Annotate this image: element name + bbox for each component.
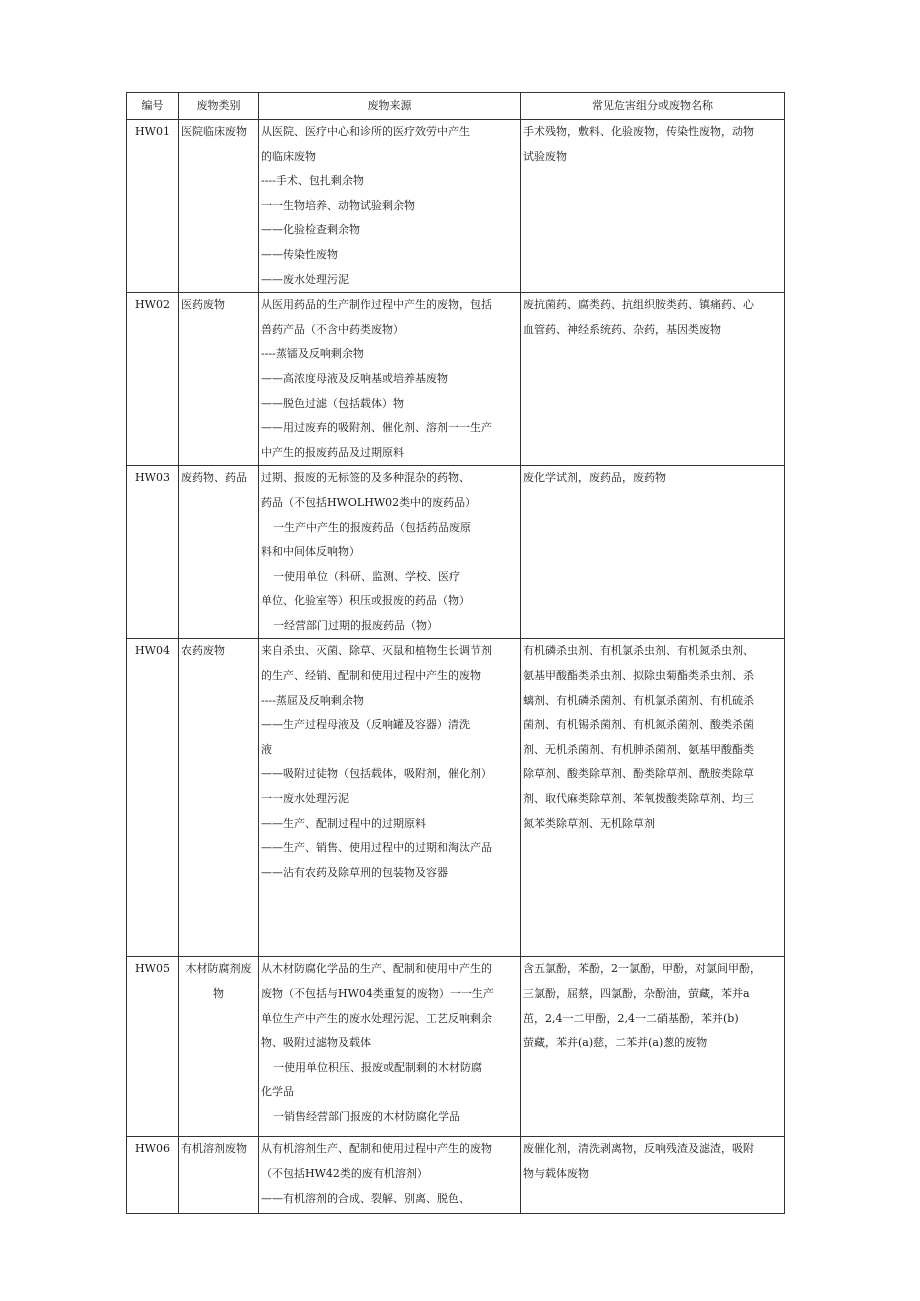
- source-line: 从医用药品的生产制作过程中产生的废物，包括: [261, 298, 492, 312]
- waste-category: 木材防腐剂废物: [179, 957, 259, 1137]
- components-line: 手术残物，敷料、化验废物，传染性废物，动物: [523, 125, 754, 138]
- table-row: [127, 957, 785, 1137]
- source-line: 中产生的报废药品及过期原料: [261, 445, 404, 459]
- source-line: 一使用单位（科研、监测、学校、医疗: [273, 569, 460, 583]
- table-header-row: [127, 93, 785, 120]
- source-line: 从有机溶剂生产、配制和使用过程中产生的废物: [261, 1142, 492, 1156]
- components-line: 有机磷杀虫剂、有机氯杀虫剂、有机氮杀虫剂、: [523, 644, 754, 658]
- source-line: ——有机溶剂的合成、裂解、别离、脱色、: [261, 1191, 470, 1205]
- source-line: ——脱色过滤（包括载体）物: [261, 396, 404, 410]
- source-line: 单位、化验室等）积压或报废的药品（物）: [261, 594, 470, 608]
- header-code: 编号: [127, 93, 179, 120]
- waste-code: HW03: [127, 466, 179, 639]
- components-line: 三氯酚，屈蔡，四氯酚，杂酚油，萤藏，苯并a: [523, 987, 750, 1001]
- source-line: 从医院、医疗中心和诊所的医疗效劳中产生: [261, 125, 470, 138]
- waste-code: HW06: [127, 1137, 179, 1214]
- source-line: （不包括HW42类的废有机溶剂）: [261, 1167, 428, 1181]
- table-row: [127, 293, 785, 466]
- waste-source: [259, 639, 521, 957]
- waste-code: HW04: [127, 639, 179, 957]
- source-line: ----手术、包扎剩余物: [261, 174, 364, 188]
- components-line: 除草剂、酸类除草剂、酚类除草剂、酰胺类除草: [523, 767, 754, 781]
- source-line: 的临床废物: [261, 149, 316, 163]
- components-line: 物与载体废物: [523, 1167, 589, 1181]
- table-row: [127, 120, 785, 293]
- source-line: 一经营部门过期的报废药品（物）: [273, 618, 438, 632]
- waste-source: [259, 466, 521, 639]
- header-category: 废物类别: [179, 93, 259, 120]
- components-line: 剂、无机杀菌剂、有机胂杀菌剂、氨基甲酸酯类: [523, 742, 754, 756]
- source-line: ——高浓度母液及反响基或培养基废物: [261, 371, 448, 385]
- source-line: ----蒸屈及反响剩余物: [261, 693, 364, 707]
- waste-category: 医院临床废物: [179, 120, 259, 293]
- source-line: ——生产、销售、使用过程中的过期和淘汰产品: [261, 841, 492, 855]
- source-line: 一使用单位积压、报废或配制剩的木材防腐: [273, 1060, 482, 1074]
- source-line: 来自杀虫、灭菌、除草、灭鼠和植物生长调节剂: [261, 644, 492, 658]
- source-line: 废物（不包括与HW04类重复的废物）一一生产: [261, 987, 494, 1001]
- waste-category: 废药物、药品: [179, 466, 259, 639]
- waste-source: [259, 1137, 521, 1214]
- source-line: 一一废水处理污泥: [261, 792, 349, 806]
- source-line: ——生产过程母液及（反响罐及容器）清洗: [261, 718, 470, 732]
- source-line: 液: [261, 742, 272, 756]
- table-row: [127, 466, 785, 639]
- waste-components: [521, 466, 785, 639]
- waste-components: [521, 957, 785, 1137]
- components-line: 含五氯酚，苯酚，2一氯酚，甲酚，对氯间甲酚，: [523, 962, 761, 976]
- source-line: 从木材防腐化学品的生产、配制和使用中产生的: [261, 962, 492, 976]
- hazardous-waste-table: [126, 92, 785, 1214]
- waste-category: 有机溶剂废物: [179, 1137, 259, 1214]
- components-line: 剂、取代麻类除草剂、苯氧拨酸类除草剂、均三: [523, 792, 754, 806]
- waste-source: [259, 293, 521, 466]
- header-source: 废物来源: [259, 93, 521, 120]
- waste-components: [521, 293, 785, 466]
- source-line: ——化验检查剩余物: [261, 223, 360, 237]
- source-line: 一生产中产生的报废药品（包括药品废原: [273, 520, 471, 534]
- waste-components: [521, 120, 785, 293]
- source-line: 物、吸附过滤物及载体: [261, 1036, 371, 1050]
- source-line: ----蒸镭及反响剩余物: [261, 347, 364, 361]
- source-line: ——吸附过徒物（包括载体，吸附剂，催化剂）: [261, 767, 492, 781]
- waste-source: [259, 957, 521, 1137]
- components-line: 血管药、神经系统药、杂药，基因类废物: [523, 322, 721, 336]
- source-line: ——废水处理污泥: [261, 272, 349, 286]
- components-line: 废抗菌药、腐类药、抗组织胺类药、镇痛药、心: [523, 298, 754, 312]
- source-line: ——用过废弃的吸附剂、催化剂、溶剂一一生产: [261, 421, 492, 435]
- components-line: 菌剂、有机锡杀菌剂、有机氮杀菌剂、酸类杀菌: [523, 718, 754, 732]
- source-line: 兽药产品（不含中药类废物）: [261, 322, 404, 336]
- source-line: 过期、报废的无标签的及多种混杂的药物、: [261, 471, 470, 485]
- components-line: 氮苯类除草剂、无机除草剂: [523, 816, 655, 830]
- source-line: 的生产、经销、配制和使用过程中产生的废物: [261, 669, 481, 683]
- source-line: ——传染性废物: [261, 247, 338, 261]
- waste-code: HW02: [127, 293, 179, 466]
- source-line: ——生产、配制过程中的过期原料: [261, 816, 426, 830]
- waste-category: 农药废物: [179, 639, 259, 957]
- source-line: 化学品: [261, 1085, 294, 1099]
- source-line: 单位生产中产生的废水处理污泥、工艺反响剩余: [261, 1011, 492, 1025]
- source-line: ——沾有农药及除草刑的包装物及容器: [261, 865, 448, 879]
- header-components: 常见危害组分或废物名称: [521, 93, 785, 120]
- waste-source: [259, 120, 521, 293]
- waste-components: [521, 1137, 785, 1214]
- table-row: [127, 1137, 785, 1214]
- waste-category: 医药废物: [179, 293, 259, 466]
- components-line: 氨基甲酸酯类杀虫剂、拟除虫菊酯类杀虫剂、杀: [523, 669, 754, 683]
- source-line: 料和中间体反响物）: [261, 545, 360, 559]
- components-line: 废催化剂，清洗剥离物，反响残渣及滤渣，吸附: [523, 1142, 754, 1156]
- source-line: 药品（不包括HWOLHW02类中的废药品）: [261, 495, 477, 509]
- table-body: [127, 120, 785, 1214]
- components-line: 废化学试剂，废药品，废药物: [523, 471, 666, 485]
- source-line: 一一生物培养、动物试验剩余物: [261, 198, 415, 212]
- source-line: 一销售经营部门报废的木材防腐化学品: [273, 1110, 460, 1124]
- components-line: 螭剂、有机磷杀菌剂、有机氯杀菌剂、有机硫杀: [523, 693, 754, 707]
- waste-code: HW01: [127, 120, 179, 293]
- waste-code: HW05: [127, 957, 179, 1137]
- components-line: 茁，2,4一二甲酚，2,4一二硝基酚，苯并(b): [523, 1011, 739, 1025]
- components-line: 试验废物: [523, 149, 567, 163]
- components-line: 萤藏，苯并(a)慈，二苯并(a)葱的废物: [523, 1036, 708, 1050]
- waste-components: [521, 639, 785, 957]
- table-row: [127, 639, 785, 957]
